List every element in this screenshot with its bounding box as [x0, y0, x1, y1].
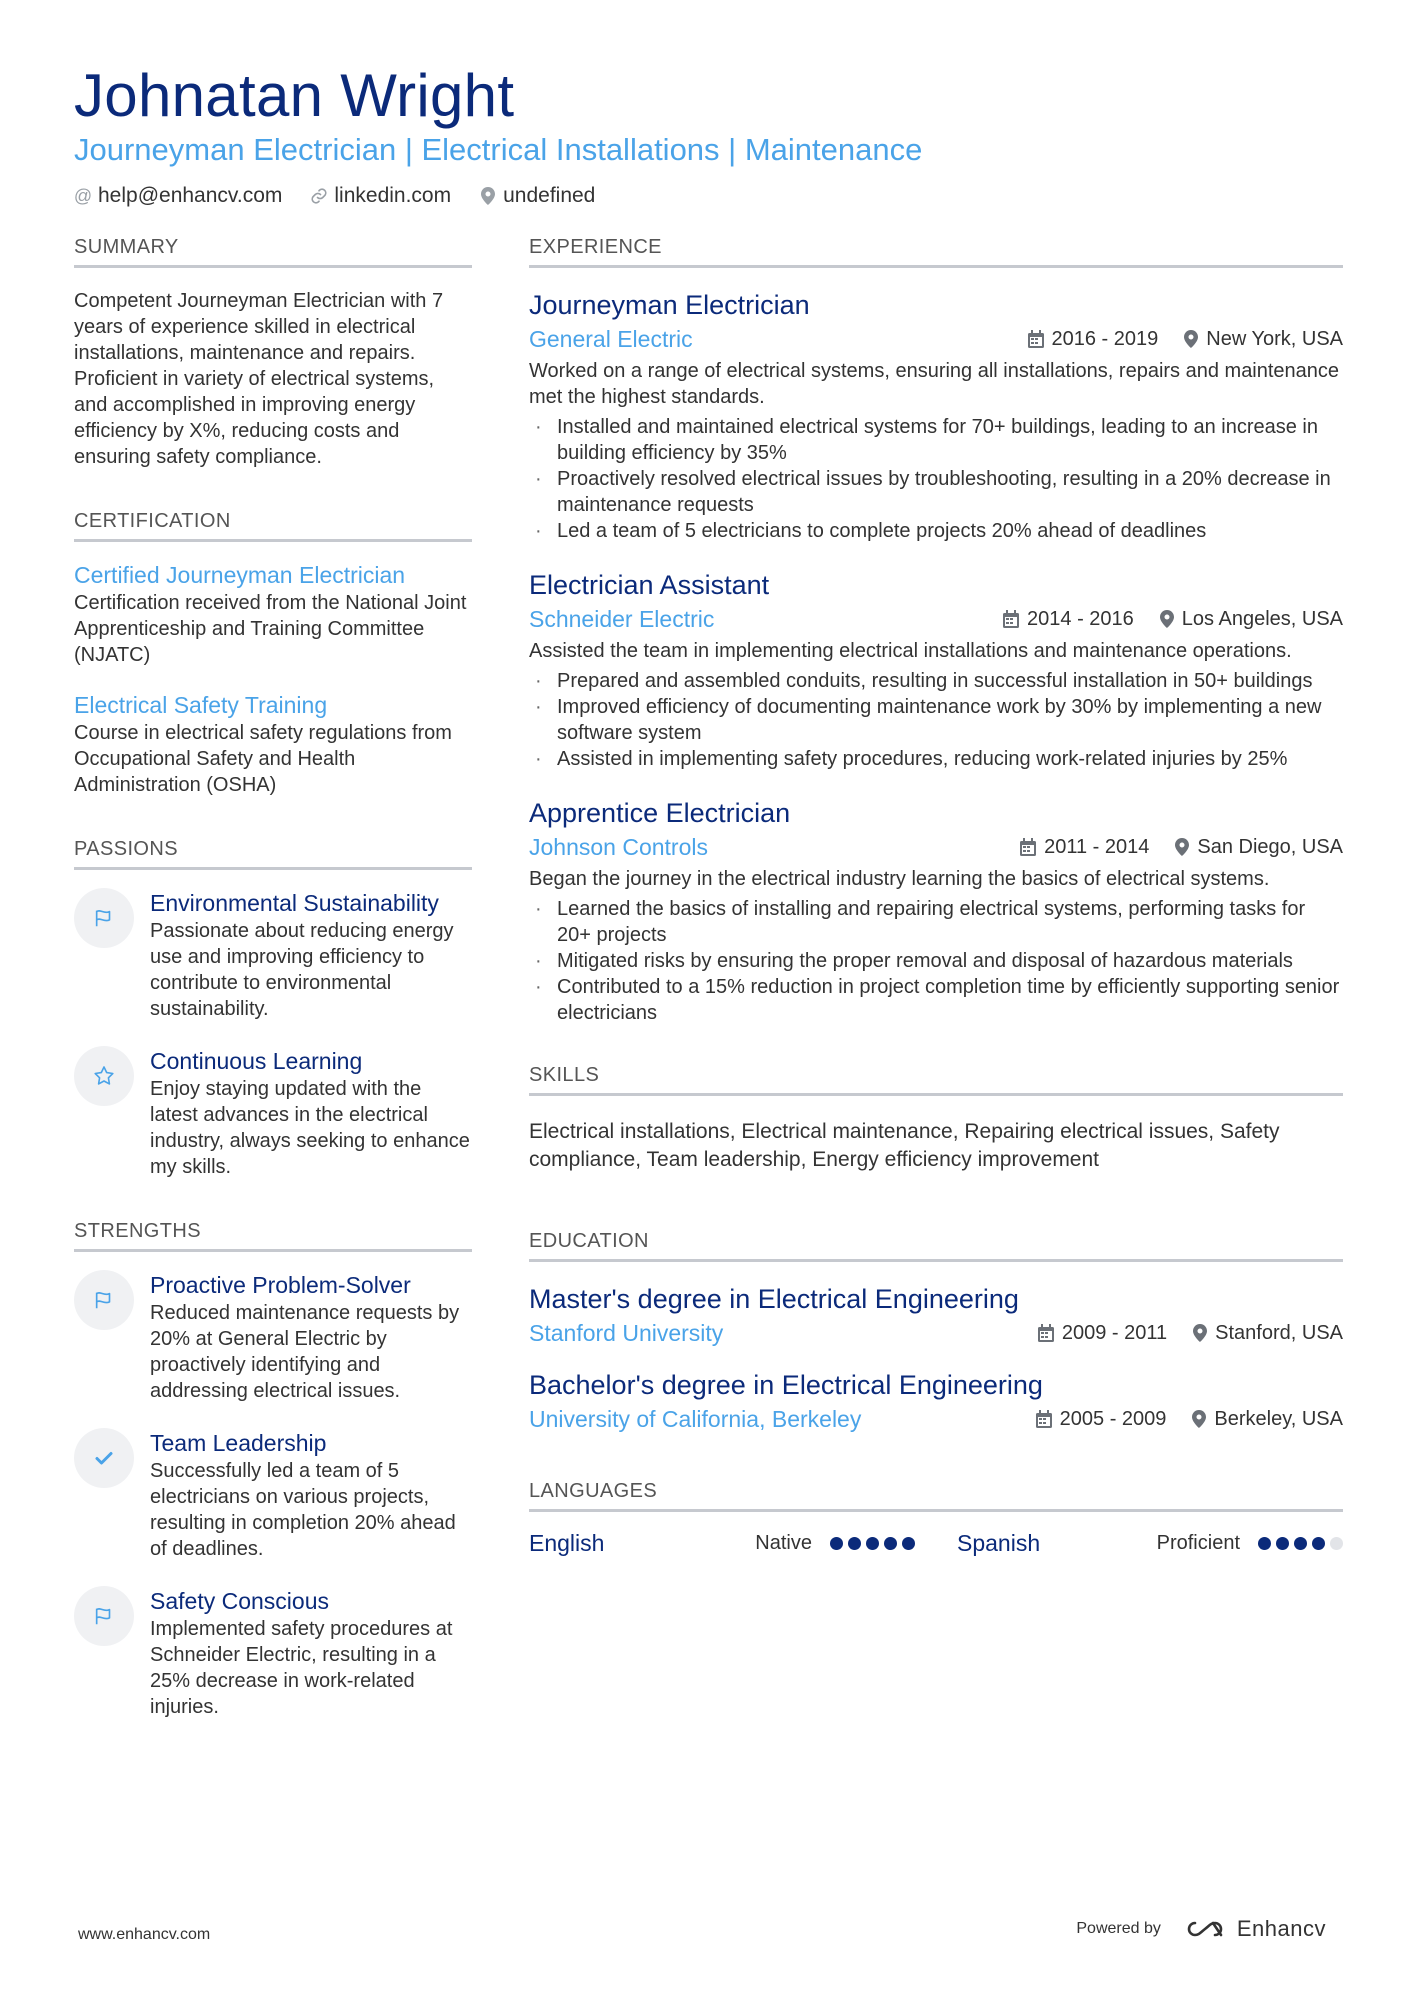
language-rating — [1258, 1537, 1343, 1550]
job-entry — [529, 568, 1343, 772]
certification-item — [74, 690, 472, 798]
job-bullets — [529, 896, 1343, 1026]
summary-section — [74, 236, 472, 470]
job-bullet: · Mitigated risks by ensuring the proper removal and disposal of hazardous materials — [529, 948, 1343, 974]
strength-desc: Successfully led a team of 5 electricians on various projects, resulting in completion 20% ahead of deadlines. — [150, 1460, 456, 1560]
rating-dot — [1294, 1537, 1307, 1550]
job-bullets — [529, 668, 1343, 772]
rating-dot — [1330, 1537, 1343, 1550]
certification-desc: Certification received from the National Joint Apprenticeship and Training Committee (NJATC) — [74, 592, 467, 666]
contact-location — [479, 184, 595, 208]
check-icon — [74, 1428, 134, 1488]
flag-icon — [74, 1586, 134, 1646]
job-location: San Diego, USA — [1197, 835, 1343, 858]
passions-section — [74, 838, 472, 1180]
rating-dot — [884, 1537, 897, 1550]
language-rating — [830, 1537, 915, 1550]
contact-linkedin[interactable] — [310, 184, 451, 208]
job-entry — [529, 796, 1343, 1026]
flag-icon — [74, 1270, 134, 1330]
job-bullet: · Installed and maintained electrical systems for 70+ buildings, leading to an increase in building efficiency by 35% — [529, 414, 1343, 466]
location-pin-icon — [1193, 1324, 1207, 1342]
location-pin-icon — [1175, 838, 1189, 856]
certification-item — [74, 560, 472, 668]
passion-title: Continuous Learning — [150, 1048, 363, 1074]
education-entry — [529, 1282, 1343, 1348]
company-name: Schneider Electric — [529, 606, 715, 632]
job-title: Apprentice Electrician — [529, 798, 791, 828]
strength-desc: Implemented safety procedures at Schneider Electric, resulting in a 25% decrease in work-related injuries. — [150, 1618, 453, 1718]
job-dates: 2014 - 2016 — [1027, 607, 1134, 630]
enhancv-logo-icon — [1183, 1917, 1227, 1941]
job-description: Worked on a range of electrical systems, ensuring all installations, repairs and maintenance met the highest standards. — [529, 360, 1340, 408]
rating-dot — [830, 1537, 843, 1550]
job-description: Began the journey in the electrical industry learning the basics of electrical systems. — [529, 868, 1270, 890]
rating-dot — [1276, 1537, 1289, 1550]
footer-branding — [1076, 1916, 1326, 1942]
education-location: Stanford, USA — [1215, 1321, 1343, 1344]
education-section — [529, 1230, 1343, 1434]
strength-title: Team Leadership — [150, 1430, 327, 1456]
language-level: Native — [755, 1532, 812, 1554]
job-bullet: · Assisted in implementing safety procedures, reducing work-related injuries by 25% — [529, 746, 1343, 772]
calendar-icon — [1036, 1410, 1052, 1428]
degree-title: Bachelor's degree in Electrical Engineering — [529, 1370, 1043, 1400]
location-pin-icon — [1192, 1410, 1206, 1428]
language-item — [957, 1530, 1343, 1557]
job-bullet: · Learned the basics of installing and repairing electrical systems, performing tasks for 20+ projects — [529, 896, 1343, 948]
certification-desc: Course in electrical safety regulations from Occupational Safety and Health Administration (OSHA) — [74, 722, 452, 796]
summary-heading: SUMMARY — [74, 236, 472, 268]
summary-text: Competent Journeyman Electrician with 7 years of experience skilled in electrical installations, maintenance and repairs. Proficient in variety of electrical systems, and accomplished in improving energy efficiency by X%, reducing costs and ensuring safety compliance. — [74, 290, 444, 468]
passion-item — [74, 1046, 472, 1180]
right-column — [529, 236, 1343, 1557]
contact-linkedin-text: linkedin.com — [334, 184, 452, 207]
school-name: University of California, Berkeley — [529, 1406, 862, 1432]
experience-heading: EXPERIENCE — [529, 236, 1343, 268]
job-title: Journeyman Electrician — [529, 290, 810, 320]
passion-title: Environmental Sustainability — [150, 890, 439, 916]
languages-heading: LANGUAGES — [529, 1480, 1343, 1512]
school-name: Stanford University — [529, 1320, 724, 1346]
passions-heading: PASSIONS — [74, 838, 472, 870]
language-name: English — [529, 1530, 605, 1556]
education-dates: 2005 - 2009 — [1059, 1407, 1167, 1430]
location-pin-icon — [1184, 330, 1198, 348]
company-name: General Electric — [529, 326, 693, 352]
job-entry — [529, 288, 1343, 544]
strength-item — [74, 1270, 472, 1404]
contact-row — [74, 184, 1344, 208]
company-name: Johnson Controls — [529, 834, 708, 860]
education-dates: 2009 - 2011 — [1061, 1321, 1168, 1344]
strength-item — [74, 1586, 472, 1720]
job-location: Los Angeles, USA — [1181, 607, 1343, 630]
language-name: Spanish — [957, 1530, 1041, 1556]
passion-desc: Enjoy staying updated with the latest advances in the electrical industry, always seeking to enhance my skills. — [150, 1078, 470, 1178]
certification-heading: CERTIFICATION — [74, 510, 472, 542]
at-icon: @ — [73, 185, 93, 206]
strength-title: Safety Conscious — [150, 1588, 329, 1614]
certification-title: Certified Journeyman Electrician — [74, 562, 406, 588]
job-location: New York, USA — [1206, 327, 1343, 350]
rating-dot — [848, 1537, 861, 1550]
strength-item — [74, 1428, 472, 1562]
certification-section — [74, 510, 472, 798]
rating-dot — [866, 1537, 879, 1550]
languages-section — [529, 1480, 1343, 1557]
certification-title: Electrical Safety Training — [74, 692, 328, 718]
star-icon — [74, 1046, 134, 1106]
job-bullet: · Prepared and assembled conduits, resulting in successful installation in 50+ buildings — [529, 668, 1343, 694]
rating-dot — [902, 1537, 915, 1550]
job-title: Electrician Assistant — [529, 570, 770, 600]
passion-item — [74, 888, 472, 1022]
job-description: Assisted the team in implementing electrical installations and maintenance operations. — [529, 640, 1292, 662]
link-icon — [310, 187, 328, 205]
job-bullets — [529, 414, 1343, 544]
calendar-icon — [1020, 838, 1036, 856]
calendar-icon — [1038, 1324, 1054, 1342]
location-pin-icon — [479, 187, 497, 205]
job-dates: 2011 - 2014 — [1044, 835, 1150, 858]
job-bullet: · Led a team of 5 electricians to complete projects 20% ahead of deadlines — [529, 518, 1343, 544]
powered-by-label: Powered by — [1076, 1920, 1161, 1937]
experience-section — [529, 236, 1343, 1026]
contact-location-text: undefined — [503, 184, 596, 207]
job-bullet: · Contributed to a 15% reduction in project completion time by efficiently supporting senior electricians — [529, 974, 1343, 1026]
candidate-headline: Journeyman Electrician | Electrical Installations | Maintenance — [74, 132, 923, 167]
education-entry — [529, 1368, 1343, 1434]
strengths-section — [74, 1220, 472, 1720]
candidate-name: Johnatan Wright — [74, 62, 515, 129]
passion-desc: Passionate about reducing energy use and improving efficiency to contribute to environmental sustainability. — [150, 920, 454, 1020]
contact-email[interactable] — [74, 184, 282, 208]
education-location: Berkeley, USA — [1214, 1407, 1343, 1430]
rating-dot — [1258, 1537, 1271, 1550]
degree-title: Master's degree in Electrical Engineering — [529, 1284, 1019, 1314]
strength-title: Proactive Problem-Solver — [150, 1272, 411, 1298]
brand-name: Enhancv — [1236, 1916, 1326, 1941]
rating-dot — [1312, 1537, 1325, 1550]
left-column — [74, 236, 472, 1720]
education-heading: EDUCATION — [529, 1230, 1343, 1262]
skills-section — [529, 1064, 1343, 1174]
job-dates: 2016 - 2019 — [1051, 327, 1159, 350]
language-level: Proficient — [1156, 1532, 1240, 1554]
calendar-icon — [1028, 330, 1044, 348]
language-item — [529, 1530, 957, 1557]
location-pin-icon — [1160, 610, 1174, 628]
strength-desc: Reduced maintenance requests by 20% at General Electric by proactively identifying and addressing electrical issues. — [150, 1302, 460, 1402]
skills-heading: SKILLS — [529, 1064, 1343, 1096]
flag-icon — [74, 888, 134, 948]
contact-email-text: help@enhancv.com — [98, 184, 283, 207]
strengths-heading: STRENGTHS — [74, 1220, 472, 1252]
skills-text: Electrical installations, Electrical maintenance, Repairing electrical issues, Safety compliance, Team leadership, Energy efficiency improvement — [529, 1120, 1280, 1171]
job-bullet: · Improved efficiency of documenting maintenance work by 30% by implementing a new software system — [529, 694, 1343, 746]
brand-logo[interactable] — [1183, 1916, 1326, 1942]
resume-header — [74, 62, 1344, 208]
calendar-icon — [1003, 610, 1019, 628]
job-bullet: · Proactively resolved electrical issues by troubleshooting, resulting in a 20% decrease in maintenance requests — [529, 466, 1343, 518]
footer-website[interactable]: www.enhancv.com — [78, 1926, 211, 1943]
